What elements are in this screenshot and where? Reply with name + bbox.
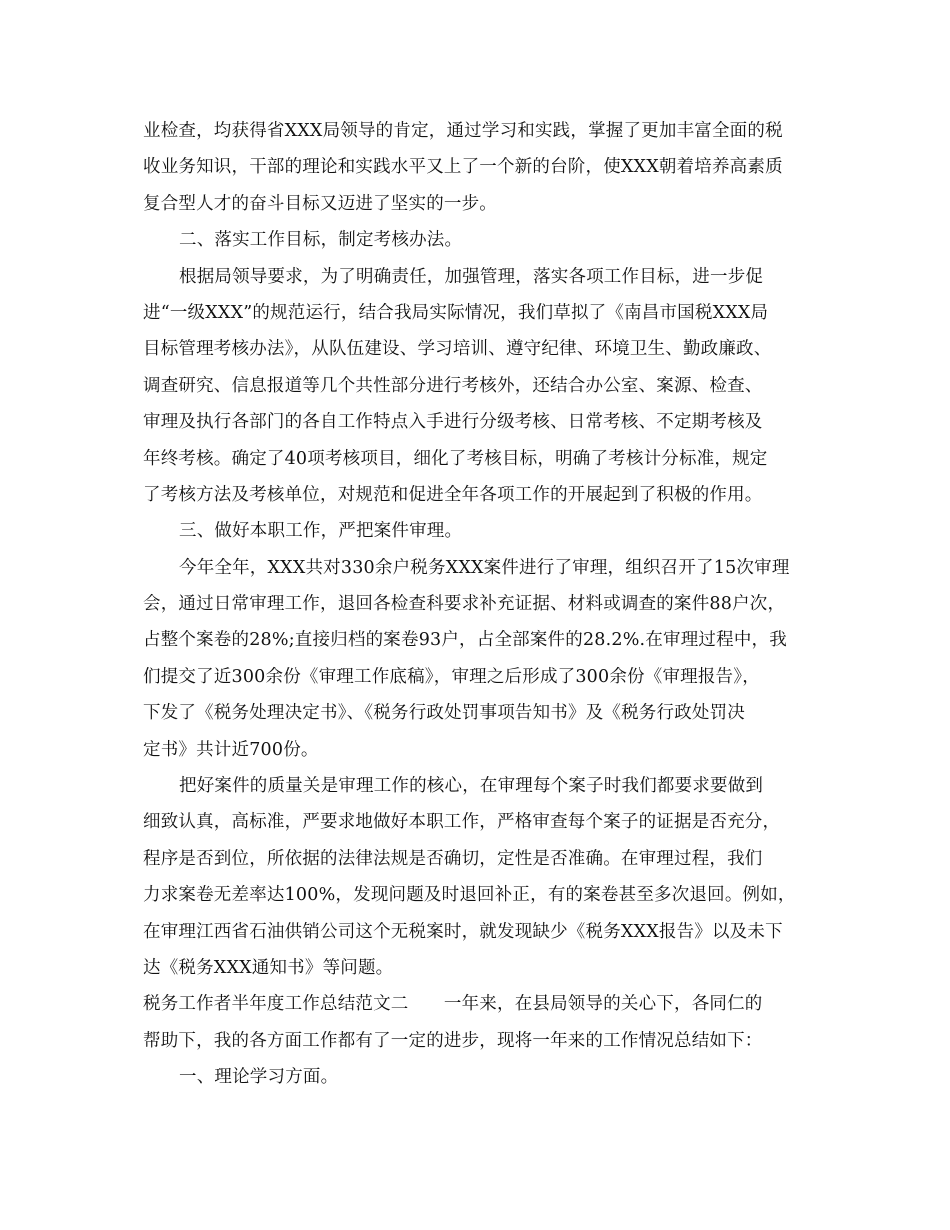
text-line: 达《税务XXX通知书》等问题。 <box>143 957 394 978</box>
text-line: 今年全年，XXX共对330余户税务XXX案件进行了审理，组织召开了15次审理 <box>179 557 790 578</box>
text-line: 复合型人才的奋斗目标又迈进了坚实的一步。 <box>143 193 497 214</box>
text-line: 一、理论学习方面。 <box>179 1067 339 1088</box>
text-line: 年终考核。确定了40项考核项目，细化了考核目标，明确了考核计分标准，规定 <box>143 448 768 469</box>
text-line: 会，通过日常审理工作，退回各检查科要求补充证据、材料或调查的案件88户次， <box>143 594 786 615</box>
text-line: 定书》共计近700份。 <box>143 739 319 760</box>
text-line: 税务工作者半年度工作总结范文二 一年来，在县局领导的关心下，各同仁的 <box>143 994 763 1015</box>
document-body <box>143 113 823 1096</box>
text-line: 收业务知识，干部的理论和实践水平又上了一个新的台阶，使XXX朝着培养高素质 <box>143 157 783 178</box>
text-line: 进“一级XXX”的规范运行，结合我局实际情况，我们草拟了《南昌市国税XXX局 <box>143 302 769 323</box>
text-line: 审理及执行各部门的各自工作特点入手进行分级考核、日常考核、不定期考核及 <box>143 412 763 433</box>
text-line: 目标管理考核办法》，从队伍建设、学习培训、遵守纪律、环境卫生、勤政廉政、 <box>143 339 772 360</box>
text-line: 下发了《税务处理决定书》、《税务行政处罚事项告知书》及《税务行政处罚决 <box>143 703 745 724</box>
text-line: 二、落实工作目标，制定考核办法。 <box>179 230 463 251</box>
text-line: 占整个案卷的28%;直接归档的案卷93户，占全部案件的28.2%.在审理过程中，我 <box>143 630 787 651</box>
text-line: 力求案卷无差率达100%，发现问题及时退回补正，有的案卷甚至多次退回。例如， <box>143 885 796 906</box>
text-line: 细致认真，高标准，严要求地做好本职工作，严格审查每个案子的证据是否充分， <box>143 812 781 833</box>
text-line: 业检查，均获得省XXX局领导的肯定，通过学习和实践，掌握了更加丰富全面的税 <box>143 121 783 141</box>
text-line: 三、做好本职工作，严把案件审理。 <box>179 521 463 542</box>
text-line: 根据局领导要求，为了明确责任，加强管理，落实各项工作目标，进一步促 <box>179 266 764 287</box>
text-line: 程序是否到位，所依据的法律法规是否确切，定性是否准确。在审理过程，我们 <box>143 848 763 869</box>
text-line: 们提交了近300余份《审理工作底稿》，审理之后形成了300余份《审理报告》， <box>143 666 760 687</box>
text-line: 帮助下，我的各方面工作都有了一定的进步，现将一年来的工作情况总结如下： <box>143 1030 763 1051</box>
text-line: 了考核方法及考核单位，对规范和促进全年各项工作的开展起到了积极的作用。 <box>143 484 763 505</box>
text-line: 把好案件的质量关是审理工作的核心，在审理每个案子时我们都要求要做到 <box>179 776 764 797</box>
text-line: 调查研究、信息报道等几个共性部分进行考核外，还结合办公室、案源、检查、 <box>143 375 763 396</box>
text-line: 在审理江西省石油供销公司这个无税案时，就发现缺少《税务XXX报告》以及未下 <box>143 921 783 942</box>
